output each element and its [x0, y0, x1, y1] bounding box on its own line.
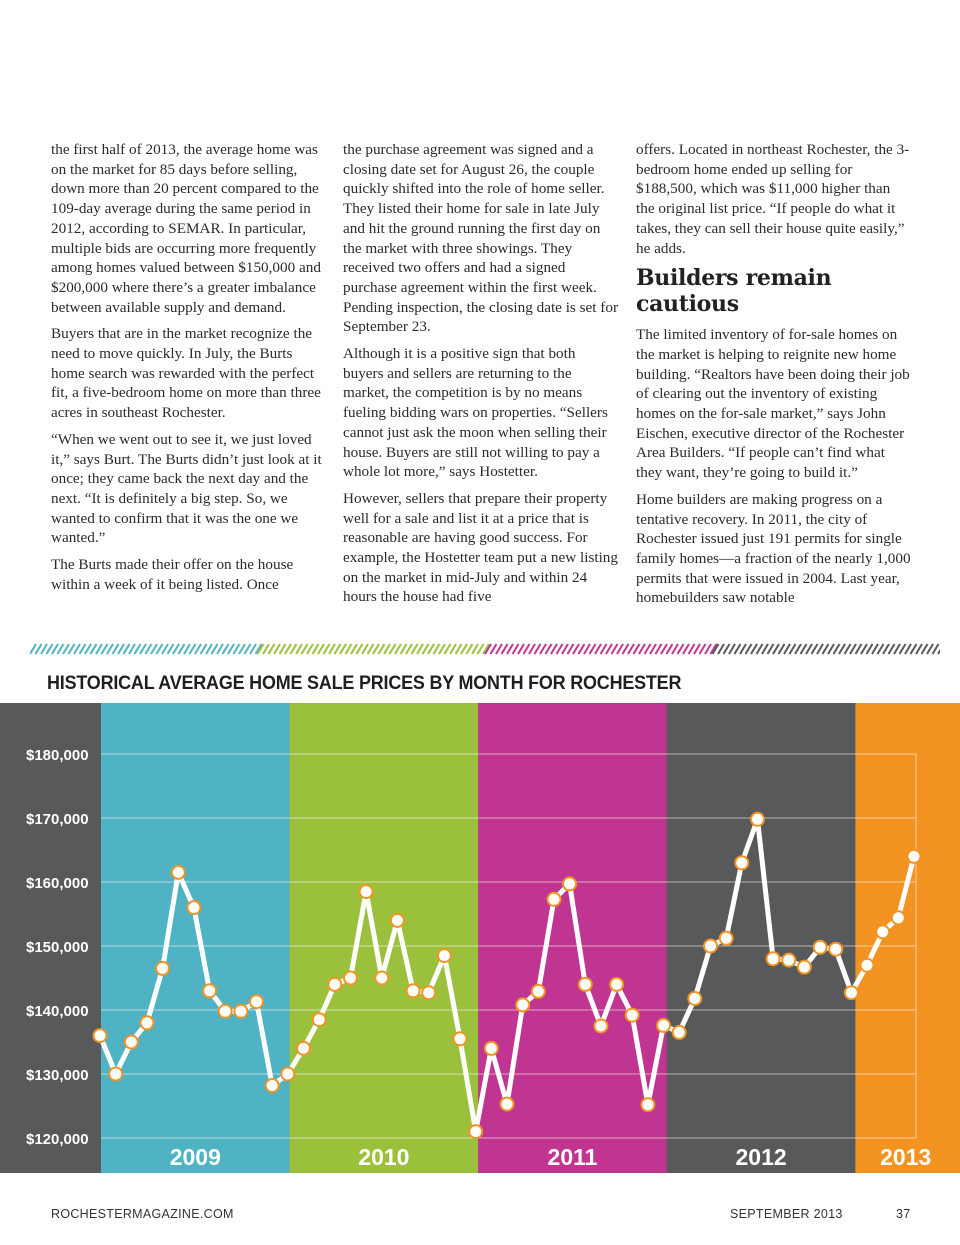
stripe — [157, 644, 163, 654]
stripe — [757, 644, 763, 654]
data-point — [94, 1029, 107, 1042]
stripe — [118, 644, 124, 654]
stripe — [894, 644, 900, 654]
stripe-segment — [713, 644, 941, 654]
footer-page-number: 37 — [896, 1207, 911, 1221]
stripe — [801, 644, 807, 654]
stripe — [162, 644, 168, 654]
article-column-2 — [343, 140, 619, 614]
stripe — [683, 644, 689, 654]
data-point — [579, 978, 592, 991]
stripe — [916, 644, 922, 654]
stripe — [883, 644, 889, 654]
stripe — [472, 644, 478, 654]
stripe — [724, 644, 730, 654]
stripe — [595, 644, 601, 654]
stripe — [735, 644, 741, 654]
y-tick-label: $180,000 — [26, 747, 89, 764]
stripe — [845, 644, 851, 654]
stripe — [694, 644, 700, 654]
stripe — [645, 644, 651, 654]
stripe — [535, 644, 541, 654]
data-point — [281, 1068, 294, 1081]
year-label: 2011 — [547, 1144, 598, 1170]
year-label: 2009 — [169, 1144, 221, 1170]
stripe — [839, 644, 845, 654]
stripe — [291, 644, 297, 654]
stripe — [601, 644, 607, 654]
stripe — [401, 644, 407, 654]
stripe — [351, 644, 357, 654]
stripe — [124, 644, 130, 654]
stripe — [217, 644, 223, 654]
stripe — [234, 644, 240, 654]
stripe — [439, 644, 445, 654]
stripe — [905, 644, 911, 654]
data-point — [328, 978, 341, 991]
data-point — [141, 1016, 154, 1029]
stripe — [329, 644, 335, 654]
stripe — [927, 644, 933, 654]
stripe — [878, 644, 884, 654]
stripe — [47, 644, 53, 654]
footer-issue-date: SEPTEMBER 2013 — [730, 1207, 843, 1221]
stripe — [223, 644, 229, 654]
stripe — [428, 644, 434, 654]
stripe — [573, 644, 579, 654]
stripe — [340, 644, 346, 654]
stripe — [201, 644, 207, 654]
stripe — [623, 644, 629, 654]
data-point — [876, 925, 889, 938]
stripe — [823, 644, 829, 654]
data-point — [845, 986, 858, 999]
stripe — [590, 644, 596, 654]
data-point — [454, 1032, 467, 1045]
data-point — [892, 911, 905, 924]
stripe — [568, 644, 574, 654]
stripe — [812, 644, 818, 654]
stripe — [834, 644, 840, 654]
stripe — [395, 644, 401, 654]
stripe — [195, 644, 201, 654]
data-point — [125, 1036, 138, 1049]
data-point — [375, 972, 388, 985]
paragraph: the purchase agreement was signed and a closing date set for August 26, the couple quickly shifted into the role of home seller. They listed their home for sale in late July and hit the ground running the first day on the market with three showings. They received two offers and had a signed purchase agreement within the first week. Pending inspection, the closing date is set for September 23. — [343, 141, 619, 336]
stripe — [467, 644, 473, 654]
stripe — [357, 644, 363, 654]
data-point — [704, 940, 717, 953]
y-tick-label: $120,000 — [26, 1131, 89, 1148]
data-point — [156, 962, 169, 975]
y-tick-label: $130,000 — [26, 1067, 89, 1084]
data-point — [109, 1068, 122, 1081]
data-point — [594, 1020, 607, 1033]
stripe — [768, 644, 774, 654]
stripe — [113, 644, 119, 654]
data-point — [782, 954, 795, 967]
stripe — [678, 644, 684, 654]
stripe — [579, 644, 585, 654]
stripe — [129, 644, 135, 654]
stripe — [518, 644, 524, 654]
data-point — [751, 813, 764, 826]
stripe — [335, 644, 341, 654]
stripe — [80, 644, 86, 654]
stripe — [173, 644, 179, 654]
stripe — [628, 644, 634, 654]
stripe — [245, 644, 251, 654]
stripe — [705, 644, 711, 654]
data-point — [203, 984, 216, 997]
data-point — [516, 998, 529, 1011]
stripe — [63, 644, 69, 654]
stripe — [96, 644, 102, 654]
data-point — [673, 1026, 686, 1039]
stripe — [434, 644, 440, 654]
year-band-2010 — [290, 703, 479, 1173]
stripe — [412, 644, 418, 654]
stripe — [36, 644, 42, 654]
year-band-2013 — [855, 703, 960, 1173]
stripe — [900, 644, 906, 654]
stripe — [324, 644, 330, 654]
data-point — [908, 850, 921, 863]
stripe — [263, 644, 269, 654]
year-label: 2012 — [735, 1144, 787, 1170]
stripe — [478, 644, 484, 654]
stripe — [546, 644, 552, 654]
stripe — [269, 644, 275, 654]
stripe — [856, 644, 862, 654]
stripe — [445, 644, 451, 654]
stripe — [274, 644, 280, 654]
paragraph: However, sellers that prepare their property well for a sale and list it at a price that is reasonable are having good success. For example, the Hostetter team put a new listing on the market in mid-July and within 24 hours the house had five — [343, 489, 618, 606]
stripe — [423, 644, 429, 654]
data-point — [297, 1042, 310, 1055]
y-tick-label: $160,000 — [26, 875, 89, 892]
stripe — [867, 644, 873, 654]
data-point — [641, 1098, 654, 1111]
stripe — [491, 644, 497, 654]
year-band-2012 — [667, 703, 856, 1173]
stripe — [384, 644, 390, 654]
stripe — [228, 644, 234, 654]
paragraph: the first half of 2013, the average home was on the market for 85 days before selling, down more than 20 percent compared to the 109-day average during the same period in 2012, according to SEMAR. In particular, multiple bids are occurring more frequently among homes valued between $150,000 and $200,000 where there’s a greater imbalance between available supply and demand. — [51, 141, 321, 316]
stripe — [85, 644, 91, 654]
data-point — [798, 961, 811, 974]
stripe — [135, 644, 141, 654]
stripe — [52, 644, 58, 654]
stripe — [729, 644, 735, 654]
stripe — [379, 644, 385, 654]
data-point — [548, 893, 561, 906]
stripe — [502, 644, 508, 654]
stripe — [456, 644, 462, 654]
data-point — [485, 1042, 498, 1055]
stripe — [922, 644, 928, 654]
data-point — [657, 1019, 670, 1032]
stripe — [168, 644, 174, 654]
data-point — [720, 932, 733, 945]
stripe-segment — [30, 644, 262, 654]
stripe — [146, 644, 152, 654]
y-tick-label: $170,000 — [26, 811, 89, 828]
stripe — [190, 644, 196, 654]
stripe — [302, 644, 308, 654]
paragraph: Although it is a positive sign that both buyers and sellers are returning to the market, the competition is by no means fueling bidding wars on properties. “Sellers cannot just ask the moon when selling their house. Buyers are still not willing to pay a whole lot more,” says Hostetter. — [343, 345, 608, 481]
stripe — [368, 644, 374, 654]
stripe — [551, 644, 557, 654]
stripe — [656, 644, 662, 654]
stripe — [718, 644, 724, 654]
stripe — [889, 644, 895, 654]
stripe — [751, 644, 757, 654]
y-tick-label: $140,000 — [26, 1003, 89, 1020]
data-point — [610, 978, 623, 991]
stripe — [102, 644, 108, 654]
stripe — [107, 644, 113, 654]
stripe — [280, 644, 286, 654]
decorative-stripe-divider — [30, 643, 940, 655]
stripe — [239, 644, 245, 654]
stripe — [362, 644, 368, 654]
stripe — [461, 644, 467, 654]
stripe — [740, 644, 746, 654]
stripe — [58, 644, 64, 654]
data-point — [438, 949, 451, 962]
data-point — [219, 1005, 232, 1018]
stripe — [307, 644, 313, 654]
stripe — [513, 644, 519, 654]
stripe — [911, 644, 917, 654]
stripe — [318, 644, 324, 654]
paragraph: The limited inventory of for-sale homes on the market is helping to reignite new home building. “Realtors have been doing their job of clearing out the inventory of existing homes on the for-sale market,” says John Eischen, executive director of the Rochester Area Builders. “If people can’t find what they want, they’re going to build it.” — [636, 326, 910, 482]
stripe — [773, 644, 779, 654]
year-label: 2010 — [358, 1144, 410, 1170]
stripe — [212, 644, 218, 654]
stripe — [700, 644, 706, 654]
data-point — [391, 914, 404, 927]
stripe — [661, 644, 667, 654]
data-point — [187, 901, 200, 914]
stripe-segment — [485, 644, 717, 654]
stripe — [689, 644, 695, 654]
stripe — [650, 644, 656, 654]
data-point — [469, 1125, 482, 1138]
stripe — [790, 644, 796, 654]
stripe — [529, 644, 535, 654]
stripe — [250, 644, 256, 654]
data-point — [344, 972, 357, 985]
stripe — [74, 644, 80, 654]
data-point — [234, 1005, 247, 1018]
data-point — [688, 992, 701, 1005]
data-point — [829, 943, 842, 956]
stripe — [184, 644, 190, 654]
data-point — [501, 1098, 514, 1111]
stripe — [762, 644, 768, 654]
article-column-1 — [51, 140, 327, 601]
stripe — [667, 644, 673, 654]
section-heading: Builders remain cautious — [636, 265, 832, 318]
stripe — [41, 644, 47, 654]
stripe — [69, 644, 75, 654]
stripe — [417, 644, 423, 654]
stripe — [373, 644, 379, 654]
stripe — [817, 644, 823, 654]
data-point — [626, 1009, 639, 1022]
chart-title: HISTORICAL AVERAGE HOME SALE PRICES BY MONTH FOR ROCHESTER — [47, 672, 682, 694]
data-point — [532, 985, 545, 998]
data-point — [172, 866, 185, 879]
stripe — [861, 644, 867, 654]
stripe — [612, 644, 618, 654]
stripe — [557, 644, 563, 654]
data-point — [360, 885, 373, 898]
stripe — [806, 644, 812, 654]
stripe — [151, 644, 157, 654]
stripe — [672, 644, 678, 654]
paragraph: The Burts made their offer on the house within a week of it being listed. Once — [51, 556, 294, 593]
data-point — [313, 1013, 326, 1026]
stripe — [634, 644, 640, 654]
stripe — [346, 644, 352, 654]
paragraph: “When we went out to see it, we just loved it,” says Burt. The Burts didn’t just look at it once; they came back the next day and the next. “It is definitely a big step. So, we wanted to confirm that it was the one we wanted.” — [51, 430, 322, 547]
stripe — [91, 644, 97, 654]
stripe — [540, 644, 546, 654]
stripe — [639, 644, 645, 654]
stripe — [524, 644, 530, 654]
article-column-3 — [636, 140, 912, 615]
paragraph: Buyers that are in the market recognize the need to move quickly. In July, the Burts home search was rewarded with the perfect fit, a five-bedroom home on more than three acres in southeast Rochester. — [51, 325, 321, 422]
data-point — [735, 856, 748, 869]
paragraph: offers. Located in northeast Rochester, the 3-bedroom home ended up selling for $188,500, which was $11,000 higher than the original list price. “If people do what it takes, they can sell their house quite easily,” he adds. — [636, 141, 910, 257]
stripe — [795, 644, 801, 654]
stripe — [784, 644, 790, 654]
year-label: 2013 — [880, 1144, 932, 1170]
data-point — [266, 1079, 279, 1092]
stripe — [140, 644, 146, 654]
stripe — [30, 644, 36, 654]
data-point — [814, 941, 827, 954]
stripe — [296, 644, 302, 654]
stripe — [746, 644, 752, 654]
stripe — [179, 644, 185, 654]
stripe — [933, 644, 939, 654]
stripe-segment — [258, 644, 490, 654]
stripe — [496, 644, 502, 654]
stripe — [450, 644, 456, 654]
data-point — [250, 995, 263, 1008]
data-point — [861, 959, 874, 972]
data-point — [407, 984, 420, 997]
stripe — [828, 644, 834, 654]
stripe — [779, 644, 785, 654]
stripe — [584, 644, 590, 654]
stripe — [507, 644, 513, 654]
price-line-chart — [0, 703, 960, 1173]
stripe — [850, 644, 856, 654]
stripe — [390, 644, 396, 654]
stripe — [606, 644, 612, 654]
stripe — [406, 644, 412, 654]
stripe — [617, 644, 623, 654]
paragraph: Home builders are making progress on a tentative recovery. In 2011, the city of Rochester issued just 191 permits for single family homes—a fraction of the nearly 1,000 permits that were issued in 2004. Last year, homebuilders saw notable — [636, 490, 911, 607]
stripe — [206, 644, 212, 654]
data-point — [422, 986, 435, 999]
y-tick-label: $150,000 — [26, 939, 89, 956]
stripe — [313, 644, 319, 654]
data-point — [563, 877, 576, 890]
stripe — [872, 644, 878, 654]
stripe — [562, 644, 568, 654]
data-point — [767, 952, 780, 965]
year-band-2009 — [101, 703, 290, 1173]
footer-website: ROCHESTERMAGAZINE.COM — [51, 1207, 234, 1221]
stripe — [285, 644, 291, 654]
